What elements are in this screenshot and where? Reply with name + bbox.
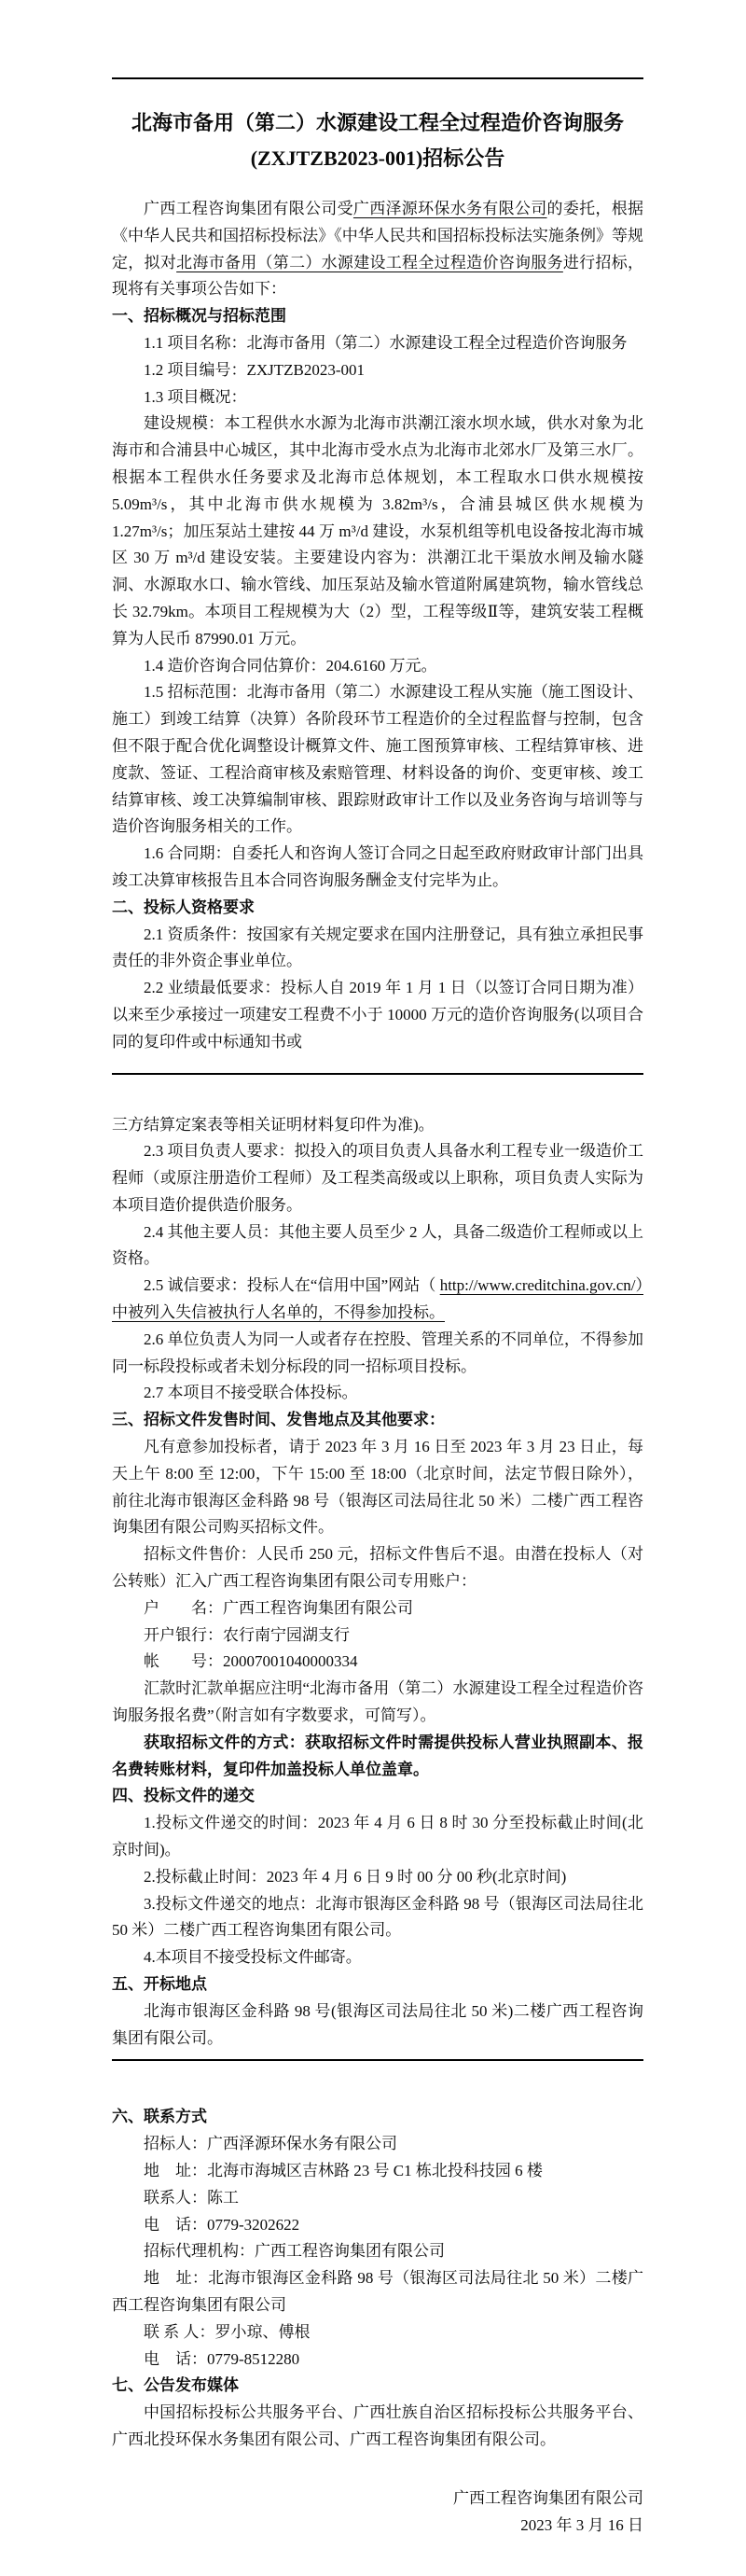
doc-title	[112, 105, 643, 176]
para-no-mailing: 4.本项目不接受投标文件邮寄。	[144, 1948, 362, 1967]
para-account-name: 户 名：广西工程咨询集团有限公司	[144, 1598, 413, 1617]
para-construction-scale: 建设规模：本工程供水水源为北海市洪潮江滚水坝水域，供水对象为北海市和合浦县中心城区，其中北海市受水点为北海市北郊水厂及第三水厂。根据本工程供水任务要求及北海市总体规划，本工程取水口供水规模按 5.09m³/s，其中北海市供水规模为 3.82m³/s，合浦县城区供水规模为 1.27m³/s；加压泵站土建按 44 万 m³/d 建设，水泵机组等机电设备按北海市城区 30 万 m³/d 建设安装。主要建设内容为：洪潮江北干渠放水闸及输水隧洞、水源取水口、输水管线、加压泵站及输水管道附属建筑物，输水管线总长 32.79km。本项目工程规模为大（2）型，工程等级Ⅱ等，建筑安装工程概算为人民币 87990.01 万元。	[112, 414, 643, 647]
doc-title-line1: 北海市备用（第二）水源建设工程全过程造价咨询服务	[131, 111, 624, 134]
para-obtain-method: 获取招标文件的方式：获取招标文件时需提供投标人营业执照副本、报名费转账材料，复印件加盖投标人单位盖章。	[112, 1733, 643, 1778]
signature-block	[112, 2485, 643, 2540]
para-bidder: 招标人：广西泽源环保水务有限公司	[144, 2135, 397, 2153]
signature-date: 2023 年 3 月 16 日	[520, 2515, 643, 2534]
para-deadline: 2.投标截止时间：2023 年 4 月 6 日 9 时 00 分 00 秒(北京时间)	[144, 1867, 567, 1886]
intro-underline-client: 广西泽源环保水务有限公司	[352, 200, 547, 217]
para-performance-requirement: 2.2 业绩最低要求：投标人自 2019 年 1 月 1 日（以签订合同日期为准）以来至少承接过一项建安工程费不小于 10000 万元的造价咨询服务(以项目合同的复印件或中标通知书或	[112, 979, 643, 1051]
para-account-number: 帐 号：20007001040000334	[144, 1652, 358, 1671]
para-document-price: 招标文件售价：人民币 250 元，招标文件售后不退。由潜在投标人（对公转账）汇入广西工程咨询集团有限公司专用账户：	[112, 1545, 643, 1591]
para-agency: 招标代理机构：广西工程咨询集团有限公司	[144, 2242, 445, 2261]
para-project-leader-requirement: 2.3 项目负责人要求：拟投入的项目负责人具备水利工程专业一级造价工程师（或原注册造价工程师）及工程类高级或以上职称，项目负责人实际为本项目造价提供造价服务。	[112, 1142, 643, 1214]
para-submission-time: 1.投标文件递交的时间：2023 年 4 月 6 日 8 时 30 分至投标截止时间(北京时间)。	[112, 1814, 643, 1859]
section-6-heading: 六、联系方式	[112, 2108, 207, 2126]
intro-text-2: 的委托，根据《中华人民共和国招标投标法》《中华人民共和国招标投标法实施条例》等规定，拟对	[112, 200, 644, 272]
intro-text-1: 广西工程咨询集团有限公司受	[144, 200, 353, 217]
section-1-heading: 一、招标概况与招标范围	[112, 307, 286, 326]
para-project-overview-label: 1.3 项目概况：	[144, 387, 247, 406]
para-bidder-contact: 联系人：陈工	[144, 2188, 239, 2207]
document-content	[0, 77, 746, 2576]
para-same-leader-restriction: 2.6 单位负责人为同一人或者存在控股、管理关系的不同单位，不得参加同一标段投标或者未划分标段的同一招标项目投标。	[112, 1330, 643, 1375]
document-page	[0, 77, 746, 2576]
intro-underline-project: 北海市备用（第二）水源建设工程全过程造价咨询服务	[176, 253, 563, 272]
signature-company: 广西工程咨询集团有限公司	[453, 2488, 643, 2507]
page-break-divider-2	[112, 2059, 643, 2061]
section-4-heading: 四、投标文件的递交	[112, 1787, 255, 1805]
para-project-number: 1.2 项目编号：ZXJTZB2023-001	[144, 360, 366, 379]
para-agency-contact: 联 系 人：罗小琼、傅根	[144, 2322, 311, 2341]
para-bidder-address: 地 址：北海市海城区吉林路 23 号 C1 栋北投科技园 6 楼	[144, 2161, 543, 2179]
para-agency-phone: 电 话：0779-8512280	[144, 2349, 300, 2368]
intro-paragraph	[112, 196, 643, 303]
para-contract-period: 1.6 合同期：自委托人和咨询人签订合同之日起至政府财政审计部门出具竣工决算审核报告且本合同咨询服务酬金支付完毕为止。	[112, 844, 643, 889]
section-7-heading: 七、公告发布媒体	[112, 2376, 239, 2395]
para-bidding-scope: 1.5 招标范围：北海市备用（第二）水源建设工程从实施（施工图设计、施工）到竣工结算（决算）各阶段环节工程造价的全过程监督与控制，包含但不限于配合优化调整设计概算文件、施工图预算审核、工程结算审核、进度款、签证、工程洽商审核及索赔管理、材料设备的询价、变更审核、竣工结算审核、竣工决算编制审核、跟踪财政审计工作以及业务咨询与培训等与造价咨询服务相关的工作。	[112, 683, 643, 836]
page-top-divider	[112, 77, 643, 79]
credit-requirement-text: 2.5 诚信要求：投标人在“信用中国”网站（	[144, 1276, 440, 1295]
section-3-heading: 三、招标文件发售时间、发售地点及其他要求：	[112, 1411, 445, 1429]
doc-title-line2: (ZXJTZB2023-001)招标公告	[250, 146, 505, 170]
para-other-staff: 2.4 其他主要人员：其他主要人员至少 2 人，具备二级造价工程师或以上资格。	[112, 1222, 643, 1268]
para-submission-place: 3.投标文件递交的地点：北海市银海区金科路 98 号（银海区司法局往北 50 米）二楼广西工程咨询集团有限公司。	[112, 1894, 643, 1940]
para-bank: 开户银行：农行南宁园湖支行	[144, 1625, 350, 1644]
para-remittance-note: 汇款时汇款单据应注明“北海市备用（第二）水源建设工程全过程造价咨询服务报名费”（附言如有字数要求，可简写）。	[112, 1679, 643, 1725]
section-5-heading: 五、开标地点	[112, 1975, 207, 1993]
para-publication-media: 中国招标投标公共服务平台、广西壮族自治区招标投标公共服务平台、广西北投环保水务集团有限公司、广西工程咨询集团有限公司。	[112, 2403, 643, 2448]
credit-china-url: http://www.creditchina.gov.cn/）中被列入失信被执行人名单的，不得参加投标。	[112, 1276, 643, 1322]
para-document-sale-time: 凡有意参加投标者，请于 2023 年 3 月 16 日至 2023 年 3 月 23 日止，每天上午 8:00 至 12:00，下午 15:00 至 18:00（北京时间，法定节假日除外），前往北海市银海区金科路 98 号（银海区司法局往北 50 米）二楼广西工程咨询集团有限公司购买招标文件。	[112, 1438, 643, 1537]
para-no-consortium: 2.7 本项目不接受联合体投标。	[144, 1384, 358, 1402]
para-qualification: 2.1 资质条件：按国家有关规定要求在国内注册登记，具有独立承担民事责任的非外资企事业单位。	[112, 925, 643, 970]
intro-text-3: 进行招标，现将有关事项公告如下：	[112, 253, 643, 299]
para-agency-address: 地 址：北海市银海区金科路 98 号（银海区司法局往北 50 米）二楼广西工程咨询集团有限公司	[112, 2269, 643, 2314]
para-credit-requirement	[112, 1273, 643, 1327]
para-contract-estimate: 1.4 造价咨询合同估算价：204.6160 万元。	[144, 656, 437, 675]
para-bidder-phone: 电 话：0779-3202622	[144, 2215, 300, 2234]
para-project-name: 1.1 项目名称：北海市备用（第二）水源建设工程全过程造价咨询服务	[144, 333, 628, 352]
section-2-heading: 二、投标人资格要求	[112, 898, 255, 916]
para-opening-place: 北海市银海区金科路 98 号(银海区司法局往北 50 米)二楼广西工程咨询集团有限公司。	[112, 2001, 643, 2047]
para-performance-requirement-continued: 三方结算定案表等相关证明材料复印件为准)。	[112, 1115, 435, 1134]
page-break-divider-1	[112, 1073, 643, 1075]
